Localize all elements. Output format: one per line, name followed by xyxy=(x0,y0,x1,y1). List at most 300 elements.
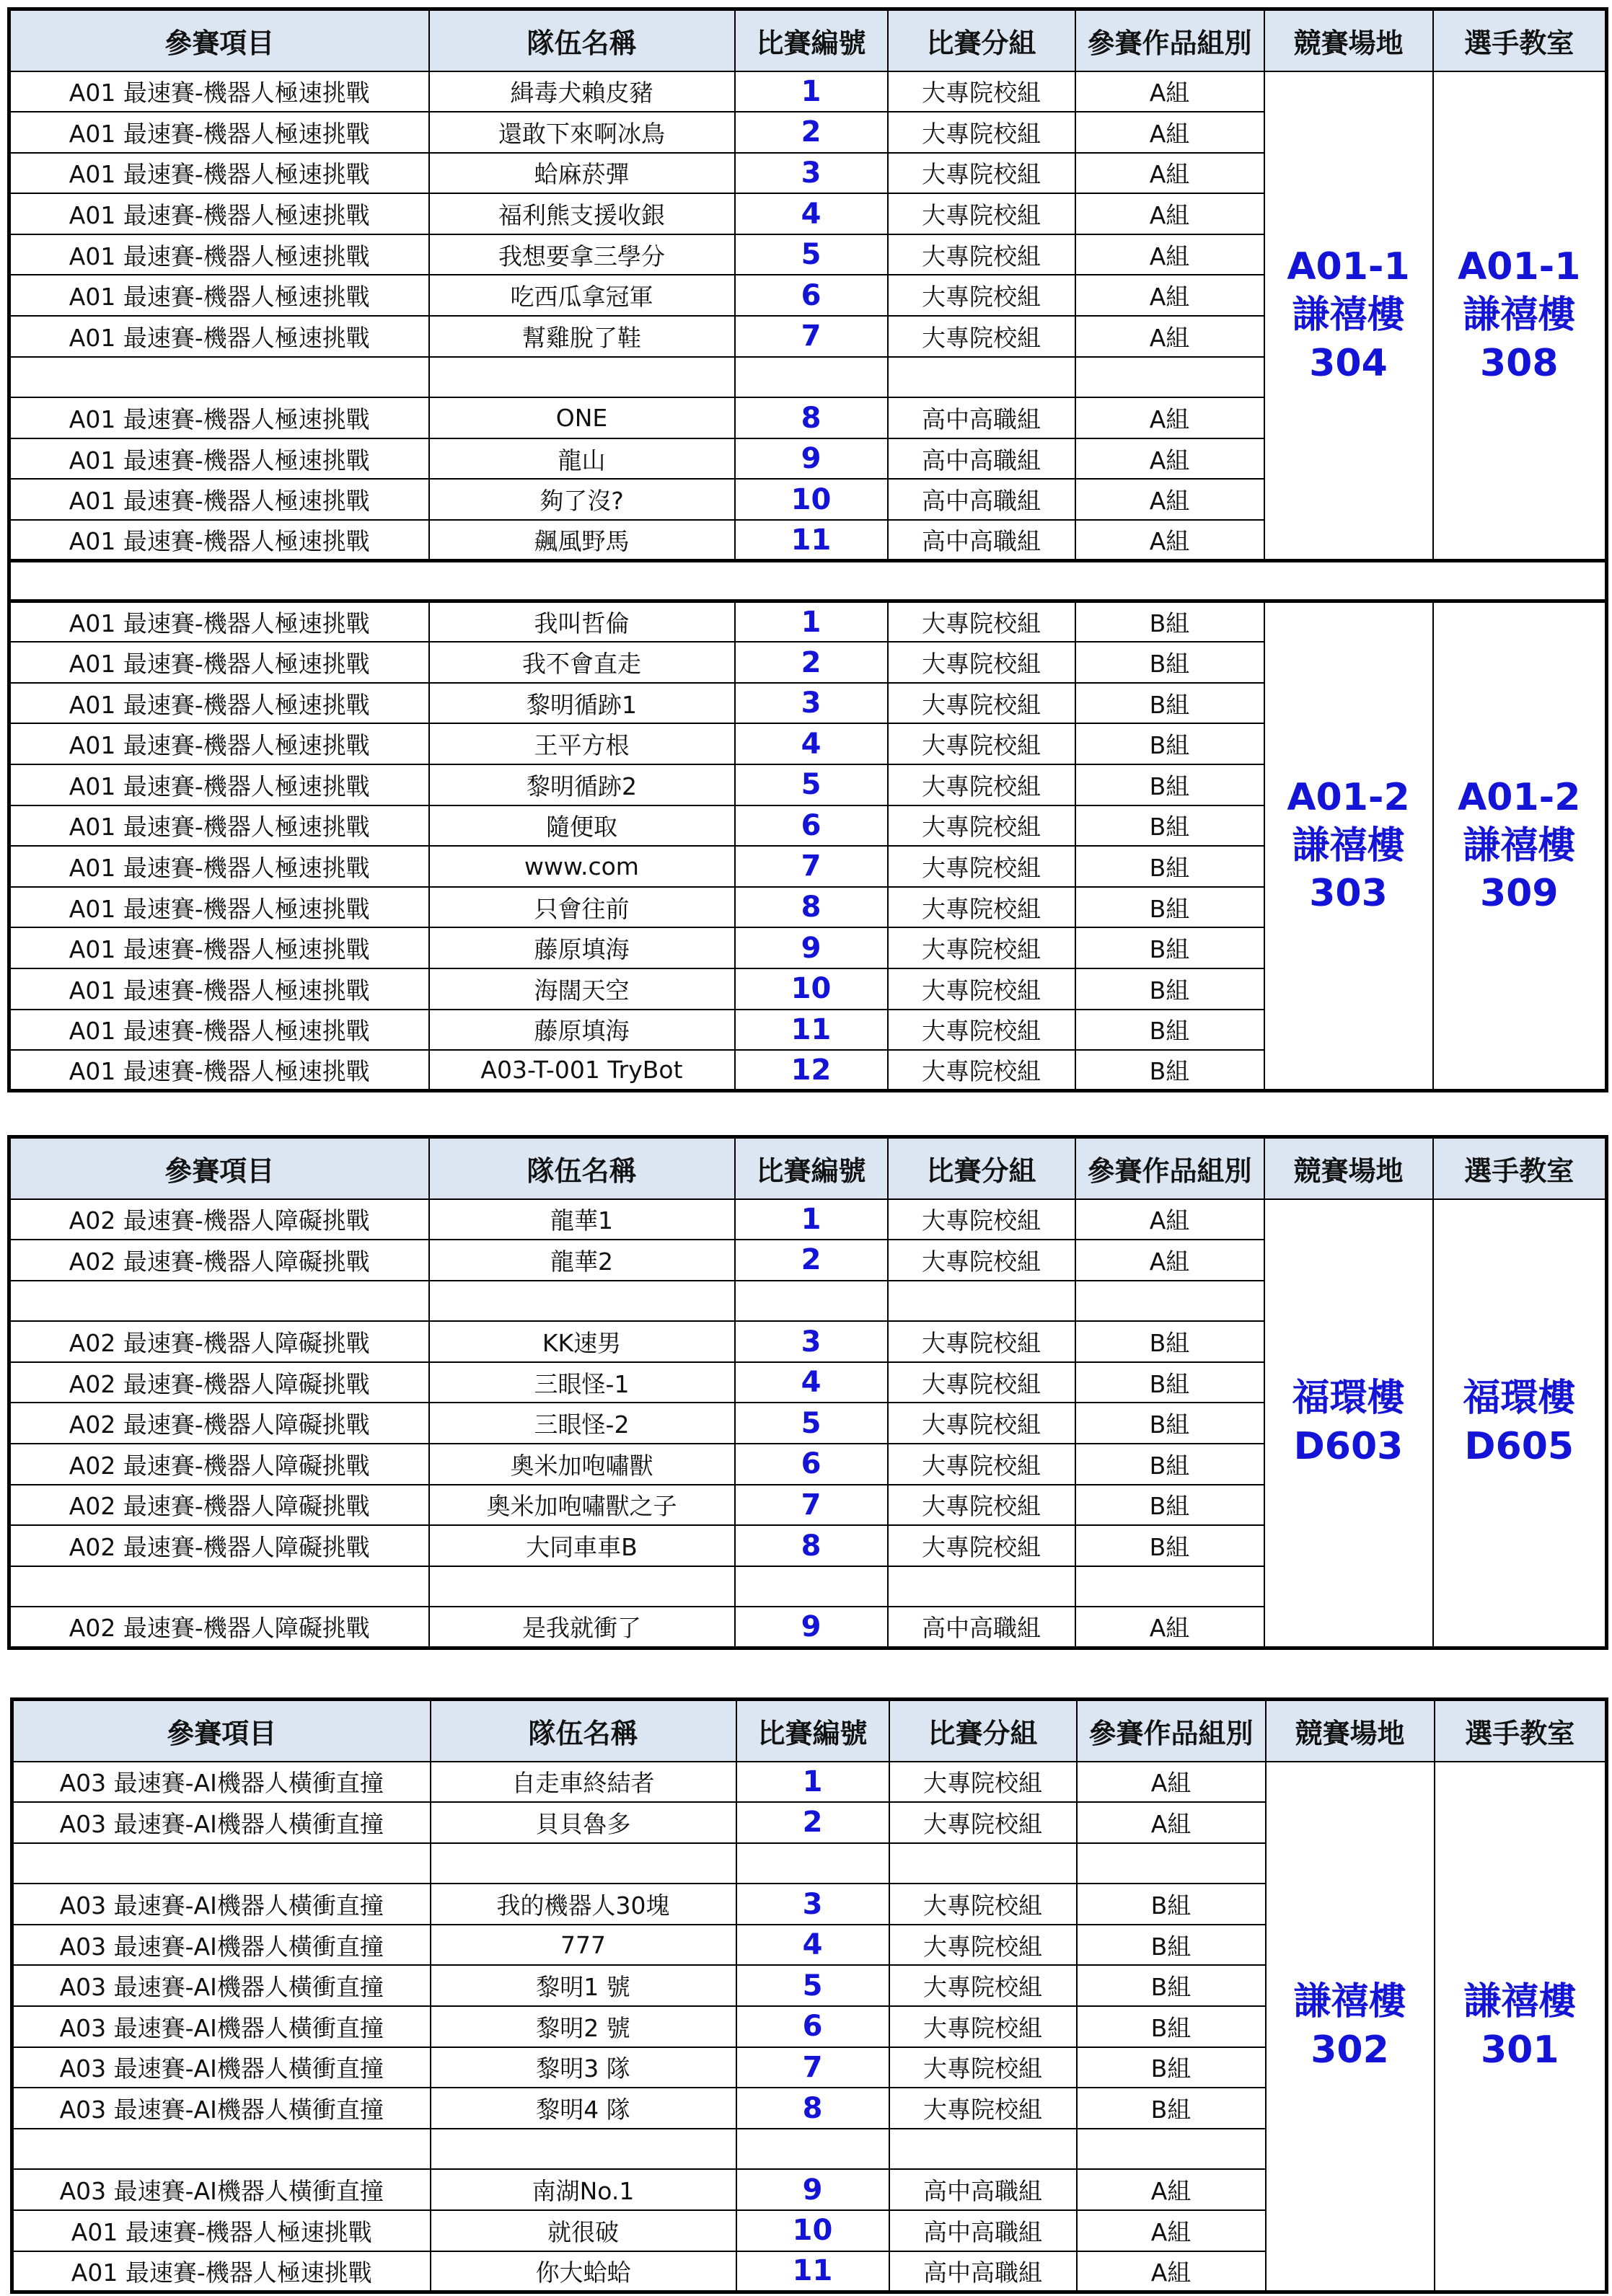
division-cell: 大專院校組 xyxy=(888,153,1075,194)
item-cell: A03 最速賽-AI機器人橫衝直撞 xyxy=(12,1884,431,1925)
work-group-cell: A組 xyxy=(1075,153,1264,194)
division-cell: 高中高職組 xyxy=(889,2210,1077,2251)
item-cell: A02 最速賽-機器人障礙挑戰 xyxy=(9,1199,429,1240)
division-cell: 大專院校組 xyxy=(888,1321,1075,1362)
classroom-cell xyxy=(1433,71,1607,561)
item-cell: A02 最速賽-機器人障礙挑戰 xyxy=(9,1444,429,1485)
match-number-cell xyxy=(735,1281,888,1322)
venue-line: A01-2 xyxy=(1287,776,1410,820)
division-cell: 高中高職組 xyxy=(888,479,1075,520)
work-group-cell: A組 xyxy=(1077,1802,1266,1843)
division-cell: 大專院校組 xyxy=(888,1525,1075,1566)
team-name-cell: 飆風野馬 xyxy=(429,520,735,561)
match-number-cell: 4 xyxy=(736,1925,889,1966)
match-number-cell: 10 xyxy=(736,2210,889,2251)
work-group-cell: A組 xyxy=(1075,71,1264,112)
venue-line: 304 xyxy=(1309,341,1388,385)
match-number-cell: 6 xyxy=(735,1444,888,1485)
team-name-cell: KK速男 xyxy=(429,1321,735,1362)
match-number-cell: 10 xyxy=(735,479,888,520)
team-name-cell: 黎明循跡2 xyxy=(429,764,735,805)
header-division: 比賽分組 xyxy=(889,1700,1077,1762)
item-cell: A01 最速賽-機器人極速挑戰 xyxy=(9,764,429,805)
header-classroom: 選手教室 xyxy=(1435,1700,1607,1762)
division-cell: 大專院校組 xyxy=(889,1762,1077,1803)
team-name-cell: 王平方根 xyxy=(429,723,735,764)
division-cell: 大專院校組 xyxy=(888,1050,1075,1091)
work-group-cell: B組 xyxy=(1075,1362,1264,1403)
division-cell: 大專院校組 xyxy=(888,642,1075,683)
header-team: 隊伍名稱 xyxy=(431,1700,736,1762)
team-name-cell xyxy=(431,1843,736,1884)
classroom-line: 福環樓 xyxy=(1463,1377,1576,1421)
team-name-cell: 就很破 xyxy=(431,2210,736,2251)
work-group-cell xyxy=(1077,2129,1266,2170)
team-name-cell: 我不會直走 xyxy=(429,642,735,683)
item-cell: A01 最速賽-機器人極速挑戰 xyxy=(9,112,429,153)
division-cell: 大專院校組 xyxy=(888,723,1075,764)
classroom-line: 308 xyxy=(1479,341,1559,385)
venue-cell xyxy=(1264,71,1433,561)
work-group-cell: A組 xyxy=(1075,112,1264,153)
work-group-cell: B組 xyxy=(1075,1444,1264,1485)
header-item: 參賽項目 xyxy=(9,9,429,71)
team-name-cell: 龍華2 xyxy=(429,1240,735,1281)
division-cell: 大專院校組 xyxy=(888,316,1075,357)
venue-line: A01-1 xyxy=(1287,245,1410,289)
work-group-cell: A組 xyxy=(1077,2210,1266,2251)
work-group-cell: B組 xyxy=(1075,1525,1264,1566)
division-cell: 大專院校組 xyxy=(888,71,1075,112)
team-name-cell: 龍山 xyxy=(429,438,735,480)
team-name-cell: 隨便取 xyxy=(429,805,735,847)
match-number-cell: 5 xyxy=(735,1403,888,1444)
division-cell: 大專院校組 xyxy=(888,846,1075,887)
division-cell: 大專院校組 xyxy=(888,1240,1075,1281)
team-name-cell: 幫雞脫了鞋 xyxy=(429,316,735,357)
table-row xyxy=(12,1762,1607,1803)
division-cell xyxy=(888,357,1075,398)
header-item: 參賽項目 xyxy=(9,1137,429,1199)
match-number-cell: 3 xyxy=(735,683,888,724)
match-number-cell: 3 xyxy=(735,1321,888,1362)
a02-schedule-table xyxy=(7,1135,1608,1650)
work-group-cell: A組 xyxy=(1075,234,1264,275)
team-name-cell: 你大蛤蛤 xyxy=(431,2251,736,2292)
work-group-cell xyxy=(1075,1566,1264,1607)
a01-schedule-table xyxy=(7,7,1608,1092)
match-number-cell: 2 xyxy=(735,112,888,153)
match-number-cell: 7 xyxy=(735,846,888,887)
classroom-line: 謙禧樓 xyxy=(1463,293,1576,337)
division-cell: 大專院校組 xyxy=(888,764,1075,805)
team-name-cell: 黎明3 隊 xyxy=(431,2047,736,2088)
item-cell: A02 最速賽-機器人障礙挑戰 xyxy=(9,1240,429,1281)
header-division: 比賽分組 xyxy=(888,1137,1075,1199)
match-number-cell: 11 xyxy=(735,1010,888,1051)
item-cell: A02 最速賽-機器人障礙挑戰 xyxy=(9,1485,429,1526)
work-group-cell: A組 xyxy=(1075,316,1264,357)
team-name-cell: 黎明4 隊 xyxy=(431,2088,736,2129)
match-number-cell: 3 xyxy=(735,153,888,194)
table-row xyxy=(9,601,1607,643)
header-team: 隊伍名稱 xyxy=(429,1137,735,1199)
item-cell: A01 最速賽-機器人極速挑戰 xyxy=(9,968,429,1010)
match-number-cell: 1 xyxy=(736,1762,889,1803)
work-group-cell: A組 xyxy=(1077,2251,1266,2292)
match-number-cell: 2 xyxy=(735,642,888,683)
division-cell: 大專院校組 xyxy=(888,805,1075,847)
classroom-line: A01-1 xyxy=(1458,245,1581,289)
item-cell xyxy=(9,1566,429,1607)
header-classroom: 選手教室 xyxy=(1433,9,1607,71)
division-cell: 大專院校組 xyxy=(889,2006,1077,2047)
match-number-cell: 9 xyxy=(735,927,888,968)
work-group-cell: B組 xyxy=(1077,2006,1266,2047)
team-name-cell xyxy=(429,1566,735,1607)
a03-schedule-table xyxy=(10,1697,1608,2294)
team-name-cell: 奧米加咆嘯獸 xyxy=(429,1444,735,1485)
header-venue: 競賽場地 xyxy=(1264,9,1433,71)
division-cell: 大專院校組 xyxy=(888,1362,1075,1403)
header-row xyxy=(9,9,1607,71)
team-name-cell: 我想要拿三學分 xyxy=(429,234,735,275)
classroom-cell xyxy=(1435,1762,1607,2292)
work-group-cell: B組 xyxy=(1075,601,1264,643)
item-cell: A01 最速賽-機器人極速挑戰 xyxy=(9,316,429,357)
division-cell: 大專院校組 xyxy=(889,1925,1077,1966)
venue-line: D603 xyxy=(1293,1425,1404,1469)
item-cell: A03 最速賽-AI機器人橫衝直撞 xyxy=(12,2169,431,2210)
work-group-cell: A組 xyxy=(1075,193,1264,234)
work-group-cell: B組 xyxy=(1077,2088,1266,2129)
team-name-cell: 吃西瓜拿冠軍 xyxy=(429,275,735,316)
division-cell: 大專院校組 xyxy=(888,968,1075,1010)
division-cell: 大專院校組 xyxy=(888,193,1075,234)
work-group-cell: A組 xyxy=(1077,2169,1266,2210)
table-row xyxy=(9,71,1607,112)
item-cell: A03 最速賽-AI機器人橫衝直撞 xyxy=(12,1965,431,2006)
work-group-cell: B組 xyxy=(1075,968,1264,1010)
work-group-cell: B組 xyxy=(1075,1010,1264,1051)
classroom-cell xyxy=(1433,601,1607,1091)
match-number-cell: 9 xyxy=(735,1607,888,1648)
header-work-group: 參賽作品組別 xyxy=(1075,9,1264,71)
item-cell: A01 最速賽-機器人極速挑戰 xyxy=(9,397,429,438)
division-cell: 大專院校組 xyxy=(889,2088,1077,2129)
match-number-cell: 6 xyxy=(735,275,888,316)
team-name-cell: 大同車車B xyxy=(429,1525,735,1566)
division-cell: 大專院校組 xyxy=(889,1965,1077,2006)
work-group-cell: A組 xyxy=(1075,1240,1264,1281)
work-group-cell xyxy=(1075,1281,1264,1322)
header-match-no: 比賽編號 xyxy=(736,1700,889,1762)
match-number-cell: 9 xyxy=(735,438,888,480)
work-group-cell: B組 xyxy=(1075,805,1264,847)
classroom-line: A01-2 xyxy=(1458,776,1581,820)
item-cell: A03 最速賽-AI機器人橫衝直撞 xyxy=(12,1802,431,1843)
team-name-cell: 福利熊支援收銀 xyxy=(429,193,735,234)
division-cell: 高中高職組 xyxy=(889,2251,1077,2292)
match-number-cell: 5 xyxy=(735,234,888,275)
item-cell: A03 最速賽-AI機器人橫衝直撞 xyxy=(12,1925,431,1966)
team-name-cell: 海闊天空 xyxy=(429,968,735,1010)
header-team: 隊伍名稱 xyxy=(429,9,735,71)
work-group-cell: B組 xyxy=(1075,887,1264,928)
team-name-cell: 藤原填海 xyxy=(429,1010,735,1051)
match-number-cell: 1 xyxy=(735,1199,888,1240)
header-venue: 競賽場地 xyxy=(1266,1700,1435,1762)
item-cell: A01 最速賽-機器人極速挑戰 xyxy=(9,1010,429,1051)
team-name-cell: 777 xyxy=(431,1925,736,1966)
division-cell: 大專院校組 xyxy=(888,1403,1075,1444)
match-number-cell: 7 xyxy=(735,1485,888,1526)
division-cell: 大專院校組 xyxy=(888,275,1075,316)
item-cell: A01 最速賽-機器人極速挑戰 xyxy=(9,683,429,724)
match-number-cell: 9 xyxy=(736,2169,889,2210)
item-cell xyxy=(12,2129,431,2170)
team-name-cell: 緝毒犬賴皮豬 xyxy=(429,71,735,112)
work-group-cell: A組 xyxy=(1075,479,1264,520)
division-cell: 高中高職組 xyxy=(889,2169,1077,2210)
work-group-cell: B組 xyxy=(1075,683,1264,724)
team-name-cell: 黎明循跡1 xyxy=(429,683,735,724)
item-cell: A01 最速賽-機器人極速挑戰 xyxy=(9,805,429,847)
item-cell: A02 最速賽-機器人障礙挑戰 xyxy=(9,1321,429,1362)
header-work-group: 參賽作品組別 xyxy=(1077,1700,1266,1762)
item-cell xyxy=(12,1843,431,1884)
team-name-cell: www.com xyxy=(429,846,735,887)
match-number-cell: 1 xyxy=(735,71,888,112)
match-number-cell: 8 xyxy=(736,2088,889,2129)
item-cell xyxy=(9,357,429,398)
match-number-cell: 8 xyxy=(735,887,888,928)
division-cell: 大專院校組 xyxy=(888,1485,1075,1526)
classroom-line: 謙禧樓 xyxy=(1463,824,1576,867)
division-cell: 大專院校組 xyxy=(888,601,1075,643)
item-cell: A01 最速賽-機器人極速挑戰 xyxy=(9,887,429,928)
item-cell: A03 最速賽-AI機器人橫衝直撞 xyxy=(12,1762,431,1803)
work-group-cell: B組 xyxy=(1075,723,1264,764)
item-cell: A01 最速賽-機器人極速挑戰 xyxy=(9,438,429,480)
work-group-cell: B組 xyxy=(1077,1965,1266,2006)
team-name-cell: 貝貝魯多 xyxy=(431,1802,736,1843)
team-name-cell: 藤原填海 xyxy=(429,927,735,968)
division-cell xyxy=(888,1281,1075,1322)
item-cell: A01 最速賽-機器人極速挑戰 xyxy=(9,71,429,112)
item-cell: A01 最速賽-機器人極速挑戰 xyxy=(9,601,429,643)
venue-cell xyxy=(1266,1762,1435,2292)
division-cell: 高中高職組 xyxy=(888,438,1075,480)
match-number-cell: 10 xyxy=(735,968,888,1010)
match-number-cell: 6 xyxy=(735,805,888,847)
work-group-cell: B組 xyxy=(1075,764,1264,805)
header-row xyxy=(9,1137,1607,1199)
item-cell: A03 最速賽-AI機器人橫衝直撞 xyxy=(12,2006,431,2047)
division-cell: 高中高職組 xyxy=(888,1607,1075,1648)
team-name-cell: 蛤麻菸彈 xyxy=(429,153,735,194)
venue-line: 303 xyxy=(1309,872,1388,916)
work-group-cell: A組 xyxy=(1075,438,1264,480)
item-cell: A01 最速賽-機器人極速挑戰 xyxy=(9,520,429,561)
item-cell: A02 最速賽-機器人障礙挑戰 xyxy=(9,1362,429,1403)
classroom-line: 301 xyxy=(1480,2028,1559,2072)
work-group-cell xyxy=(1077,1843,1266,1884)
header-venue: 競賽場地 xyxy=(1264,1137,1433,1199)
work-group-cell xyxy=(1075,357,1264,398)
work-group-cell: A組 xyxy=(1077,1762,1266,1803)
item-cell: A01 最速賽-機器人極速挑戰 xyxy=(9,275,429,316)
work-group-cell: B組 xyxy=(1075,642,1264,683)
match-number-cell: 5 xyxy=(735,764,888,805)
section-separator xyxy=(9,561,1607,601)
classroom-line: 謙禧樓 xyxy=(1463,1980,1577,2024)
header-classroom: 選手教室 xyxy=(1433,1137,1607,1199)
team-name-cell: 黎明2 號 xyxy=(431,2006,736,2047)
team-name-cell: A03-T-001 TryBot xyxy=(429,1050,735,1091)
work-group-cell: A組 xyxy=(1075,1607,1264,1648)
item-cell: A01 最速賽-機器人極速挑戰 xyxy=(9,153,429,194)
match-number-cell: 6 xyxy=(736,2006,889,2047)
division-cell: 高中高職組 xyxy=(888,520,1075,561)
item-cell: A01 最速賽-機器人極速挑戰 xyxy=(9,1050,429,1091)
work-group-cell: A組 xyxy=(1075,397,1264,438)
team-name-cell: 自走車終結者 xyxy=(431,1762,736,1803)
division-cell xyxy=(888,1566,1075,1607)
classroom-cell xyxy=(1433,1199,1607,1648)
work-group-cell: B組 xyxy=(1075,1321,1264,1362)
division-cell: 大專院校組 xyxy=(889,2047,1077,2088)
match-number-cell: 2 xyxy=(735,1240,888,1281)
venue-line: 謙禧樓 xyxy=(1292,293,1405,337)
match-number-cell: 7 xyxy=(736,2047,889,2088)
division-cell: 大專院校組 xyxy=(888,683,1075,724)
item-cell: A01 最速賽-機器人極速挑戰 xyxy=(9,927,429,968)
work-group-cell: B組 xyxy=(1077,1884,1266,1925)
header-match-no: 比賽編號 xyxy=(735,9,888,71)
work-group-cell: A組 xyxy=(1075,520,1264,561)
match-number-cell: 2 xyxy=(736,1802,889,1843)
venue-line: 302 xyxy=(1311,2028,1389,2072)
work-group-cell: A組 xyxy=(1075,275,1264,316)
classroom-line: D605 xyxy=(1464,1425,1574,1469)
header-work-group: 參賽作品組別 xyxy=(1075,1137,1264,1199)
item-cell: A03 最速賽-AI機器人橫衝直撞 xyxy=(12,2088,431,2129)
match-number-cell: 3 xyxy=(736,1884,889,1925)
team-name-cell xyxy=(429,1281,735,1322)
team-name-cell: 三眼怪-2 xyxy=(429,1403,735,1444)
team-name-cell: 奧米加咆嘯獸之子 xyxy=(429,1485,735,1526)
division-cell: 大專院校組 xyxy=(888,1444,1075,1485)
item-cell: A01 最速賽-機器人極速挑戰 xyxy=(12,2210,431,2251)
match-number-cell: 8 xyxy=(735,1525,888,1566)
classroom-line: 309 xyxy=(1479,872,1559,916)
work-group-cell: B組 xyxy=(1075,846,1264,887)
item-cell: A01 最速賽-機器人極速挑戰 xyxy=(9,723,429,764)
item-cell: A01 最速賽-機器人極速挑戰 xyxy=(12,2251,431,2292)
division-cell: 大專院校組 xyxy=(888,234,1075,275)
venue-line: 福環樓 xyxy=(1292,1377,1405,1421)
header-division: 比賽分組 xyxy=(888,9,1075,71)
match-number-cell: 4 xyxy=(735,723,888,764)
division-cell xyxy=(889,2129,1077,2170)
division-cell: 大專院校組 xyxy=(888,1010,1075,1051)
match-number-cell: 7 xyxy=(735,316,888,357)
match-number-cell: 12 xyxy=(735,1050,888,1091)
division-cell: 大專院校組 xyxy=(889,1802,1077,1843)
team-name-cell: 我的機器人30塊 xyxy=(431,1884,736,1925)
division-cell: 大專院校組 xyxy=(888,927,1075,968)
match-number-cell xyxy=(735,1566,888,1607)
team-name-cell xyxy=(431,2129,736,2170)
team-name-cell: 南湖No.1 xyxy=(431,2169,736,2210)
team-name-cell: 我叫哲倫 xyxy=(429,601,735,643)
match-number-cell: 11 xyxy=(735,520,888,561)
header-item: 參賽項目 xyxy=(12,1700,431,1762)
venue-cell xyxy=(1264,1199,1433,1648)
item-cell: A02 最速賽-機器人障礙挑戰 xyxy=(9,1403,429,1444)
header-row xyxy=(12,1700,1607,1762)
work-group-cell: A組 xyxy=(1075,1199,1264,1240)
team-name-cell xyxy=(429,357,735,398)
item-cell: A01 最速賽-機器人極速挑戰 xyxy=(9,234,429,275)
item-cell: A01 最速賽-機器人極速挑戰 xyxy=(9,193,429,234)
match-number-cell: 11 xyxy=(736,2251,889,2292)
team-name-cell: 龍華1 xyxy=(429,1199,735,1240)
item-cell: A01 最速賽-機器人極速挑戰 xyxy=(9,642,429,683)
item-cell: A01 最速賽-機器人極速挑戰 xyxy=(9,846,429,887)
division-cell: 大專院校組 xyxy=(888,887,1075,928)
match-number-cell xyxy=(735,357,888,398)
work-group-cell: B組 xyxy=(1075,1403,1264,1444)
team-name-cell: ONE xyxy=(429,397,735,438)
table-row xyxy=(9,1199,1607,1240)
team-name-cell: 是我就衝了 xyxy=(429,1607,735,1648)
work-group-cell: B組 xyxy=(1077,1925,1266,1966)
division-cell: 大專院校組 xyxy=(889,1884,1077,1925)
work-group-cell: B組 xyxy=(1075,927,1264,968)
work-group-cell: B組 xyxy=(1075,1050,1264,1091)
team-name-cell: 還敢下來啊冰鳥 xyxy=(429,112,735,153)
match-number-cell: 1 xyxy=(735,601,888,643)
match-number-cell xyxy=(736,1843,889,1884)
team-name-cell: 三眼怪-1 xyxy=(429,1362,735,1403)
match-number-cell: 4 xyxy=(735,1362,888,1403)
division-cell: 高中高職組 xyxy=(888,397,1075,438)
item-cell: A02 最速賽-機器人障礙挑戰 xyxy=(9,1607,429,1648)
header-match-no: 比賽編號 xyxy=(735,1137,888,1199)
item-cell: A01 最速賽-機器人極速挑戰 xyxy=(9,479,429,520)
separator-cell xyxy=(9,561,1607,601)
division-cell xyxy=(889,1843,1077,1884)
match-number-cell: 4 xyxy=(735,193,888,234)
venue-line: 謙禧樓 xyxy=(1292,824,1405,867)
division-cell: 大專院校組 xyxy=(888,112,1075,153)
venue-cell xyxy=(1264,601,1433,1091)
match-number-cell: 8 xyxy=(735,397,888,438)
work-group-cell: B組 xyxy=(1075,1485,1264,1526)
team-name-cell: 只會往前 xyxy=(429,887,735,928)
item-cell xyxy=(9,1281,429,1322)
team-name-cell: 夠了沒? xyxy=(429,479,735,520)
team-name-cell: 黎明1 號 xyxy=(431,1965,736,2006)
venue-line: 謙禧樓 xyxy=(1293,1980,1406,2024)
item-cell: A02 最速賽-機器人障礙挑戰 xyxy=(9,1525,429,1566)
work-group-cell: B組 xyxy=(1077,2047,1266,2088)
match-number-cell xyxy=(736,2129,889,2170)
match-number-cell: 5 xyxy=(736,1965,889,2006)
item-cell: A03 最速賽-AI機器人橫衝直撞 xyxy=(12,2047,431,2088)
